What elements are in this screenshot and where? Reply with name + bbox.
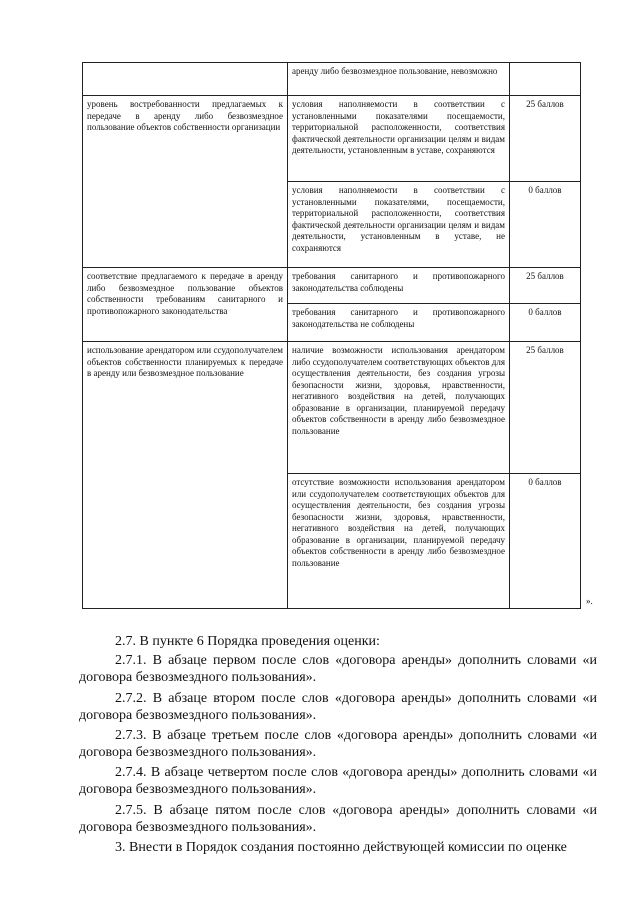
paragraph-text: 2.7.5. В абзаце пятом после слов «договора аренды» дополнить словами «и договора безвозмездного пользования». <box>79 803 597 835</box>
paragraph-text: 2.7.3. В абзаце третьем после слов «договора аренды» дополнить словами «и договора безвозмездного пользования». <box>79 728 597 760</box>
criterion-cell: соответствие предлагаемого к передаче в аренду либо безвозмездное пользование объектов собственности требованиям санитарного и противопожарного законодательства <box>83 268 288 342</box>
condition-cell: аренду либо безвозмездное пользование, невозможно <box>288 63 510 96</box>
condition-cell: условия наполняемости в соответствии с установленными показателями, посещаемости, территориальной расположенности, соответствия фактической деятельности организации целям и видам деятельности, установленным в уставе, не сохраняются <box>288 182 510 268</box>
table-closing-mark: ». <box>586 596 593 606</box>
condition-cell: наличие возможности использования арендатором либо ссудополучателем соответствующих объектов для осуществления деятельности, без создания угрозы безопасности жизни, здоровья, нравственности, негативного воздействия на детей, получающих образование в организации, планируемой передачу объектов собственности в аренду либо безвозмездное пользование <box>288 342 510 474</box>
paragraph <box>79 633 597 650</box>
score-cell: 25 баллов <box>510 268 581 304</box>
criterion-cell: использование арендатором или ссудополучателем объектов собственности планируемых к передаче в аренду или безвозмездное пользование <box>83 342 288 609</box>
paragraph-text: 2.7.2. В абзаце втором после слов «договора аренды» дополнить словами «и договора безвозмездного пользования». <box>79 691 597 723</box>
paragraph <box>79 802 597 836</box>
paragraph-text: 2.7. В пункте 6 Порядка проведения оценки: <box>115 634 380 649</box>
condition-cell: требования санитарного и противопожарного законодательства соблюдены <box>288 268 510 304</box>
paragraph-text: 2.7.4. В абзаце четвертом после слов «договора аренды» дополнить словами «и договора безвозмездного пользования». <box>79 765 597 797</box>
score-cell: 0 баллов <box>510 304 581 342</box>
score-cell: 0 баллов <box>510 474 581 609</box>
criterion-cell: уровень востребованности предлагаемых к передаче в аренду либо безвозмездное пользование объектов собственности организации <box>83 96 288 268</box>
paragraph <box>79 727 597 761</box>
table-row <box>83 342 581 474</box>
table-row <box>83 63 581 96</box>
paragraph <box>79 764 597 798</box>
paragraph-text: 2.7.1. В абзаце первом после слов «договора аренды» дополнить словами «и договора безвозмездного пользования». <box>79 653 597 685</box>
table-row <box>83 268 581 304</box>
condition-cell: отсутствие возможности использования арендатором или ссудополучателем соответствующих объектов для осуществления деятельности, без создания угрозы безопасности жизни, здоровья, нравственности, негативного воздействия на детей, получающих образование в организации, планируемой передачу объектов собственности в аренду либо безвозмездное пользование <box>288 474 510 609</box>
score-cell: 0 баллов <box>510 182 581 268</box>
score-cell <box>510 63 581 96</box>
paragraph <box>79 690 597 724</box>
score-cell: 25 баллов <box>510 342 581 474</box>
paragraph <box>79 652 597 686</box>
condition-cell: условия наполняемости в соответствии с установленными показателями посещаемости, территориальной расположенности, соответствия фактической деятельности организации целям и видам деятельности, установленным в уставе, сохраняются <box>288 96 510 182</box>
score-cell: 25 баллов <box>510 96 581 182</box>
paragraph-text: 3. Внести в Порядок создания постоянно действующей комиссии по оценке <box>115 840 567 855</box>
paragraph <box>79 839 597 856</box>
table-row <box>83 96 581 182</box>
criteria-table <box>82 62 581 609</box>
criterion-cell <box>83 63 288 96</box>
condition-cell: требования санитарного и противопожарного законодательства не соблюдены <box>288 304 510 342</box>
